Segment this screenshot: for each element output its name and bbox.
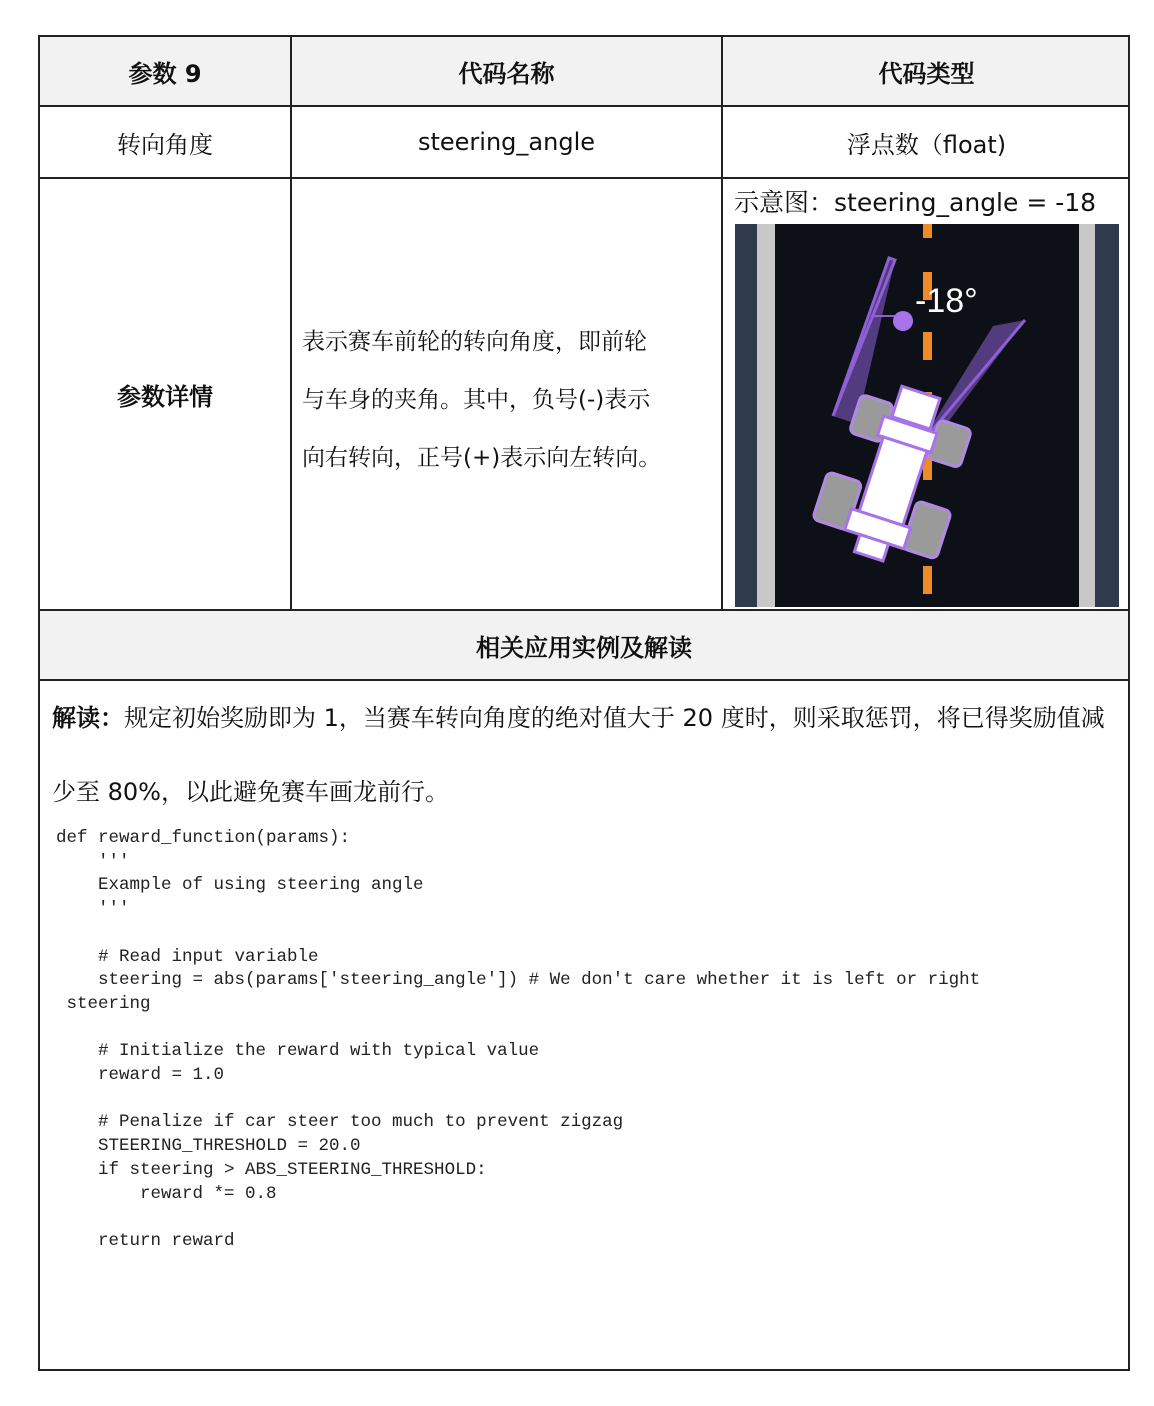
parameter-table [38, 35, 1130, 1371]
code-line: def reward_function(params): [56, 828, 351, 848]
code-line: return reward [56, 1230, 235, 1251]
code-line [56, 1017, 980, 1041]
details-label: 参数详情 [117, 382, 213, 411]
param-name: 转向角度 [117, 130, 213, 159]
code-line: STEERING_THRESHOLD = 20.0 [56, 1136, 361, 1157]
angle-label: -18° [915, 282, 978, 320]
code-block [56, 827, 980, 1254]
code-line [56, 922, 980, 946]
code-line: Example of using steering angle [56, 875, 424, 896]
code-line: # Read input variable [56, 946, 319, 967]
code-line: reward *= 0.8 [56, 1183, 277, 1204]
code-line [56, 1088, 980, 1112]
interpretation-prefix: 解读： [52, 704, 124, 732]
shoulder-right [1079, 224, 1095, 607]
figure-caption: 示意图：steering_angle = -18 [734, 188, 1097, 217]
code-line [56, 1206, 980, 1230]
header-code-name: 代码名称 [458, 59, 555, 88]
shoulder-left [757, 224, 775, 607]
header-param-number: 参数 9 [128, 59, 202, 88]
track-edge-right [1095, 224, 1119, 607]
code-line: ''' [56, 851, 130, 872]
code-line: # Initialize the reward with typical value [56, 1041, 540, 1062]
interpretation-body: 规定初始奖励即为 1，当赛车转向角度的绝对值大于 20 度时，则采取惩罚，将已得奖励值减少至 80%，以此避免赛车画龙前行。 [52, 704, 1105, 806]
header-code-type: 代码类型 [878, 59, 975, 88]
examples-title: 相关应用实例及解读 [476, 633, 692, 662]
code-line: # Penalize if car steer too much to prevent zigzag [56, 1112, 624, 1133]
code-line: if steering > ABS_STEERING_THRESHOLD: [56, 1159, 487, 1180]
angle-pivot-dot [893, 311, 913, 331]
code-line: steering = abs(params['steering_angle']) # We don't care whether it is left or right [56, 970, 981, 991]
interpretation-text [52, 681, 1118, 829]
param-code-type: 浮点数（float) [846, 130, 1007, 159]
steering-angle-figure [735, 224, 1119, 607]
code-line: steering [56, 993, 151, 1014]
description-line: 与车身的夹角。其中，负号(-)表示 [302, 387, 651, 413]
description-line: 表示赛车前轮的转向角度，即前轮 [302, 329, 647, 355]
code-line: ''' [56, 899, 130, 920]
description-line: 向右转向，正号(+)表示向左转向。 [302, 445, 662, 471]
details-description [302, 313, 722, 487]
track-edge-left [735, 224, 757, 607]
code-line: reward = 1.0 [56, 1065, 225, 1086]
param-code-name: steering_angle [417, 128, 595, 156]
